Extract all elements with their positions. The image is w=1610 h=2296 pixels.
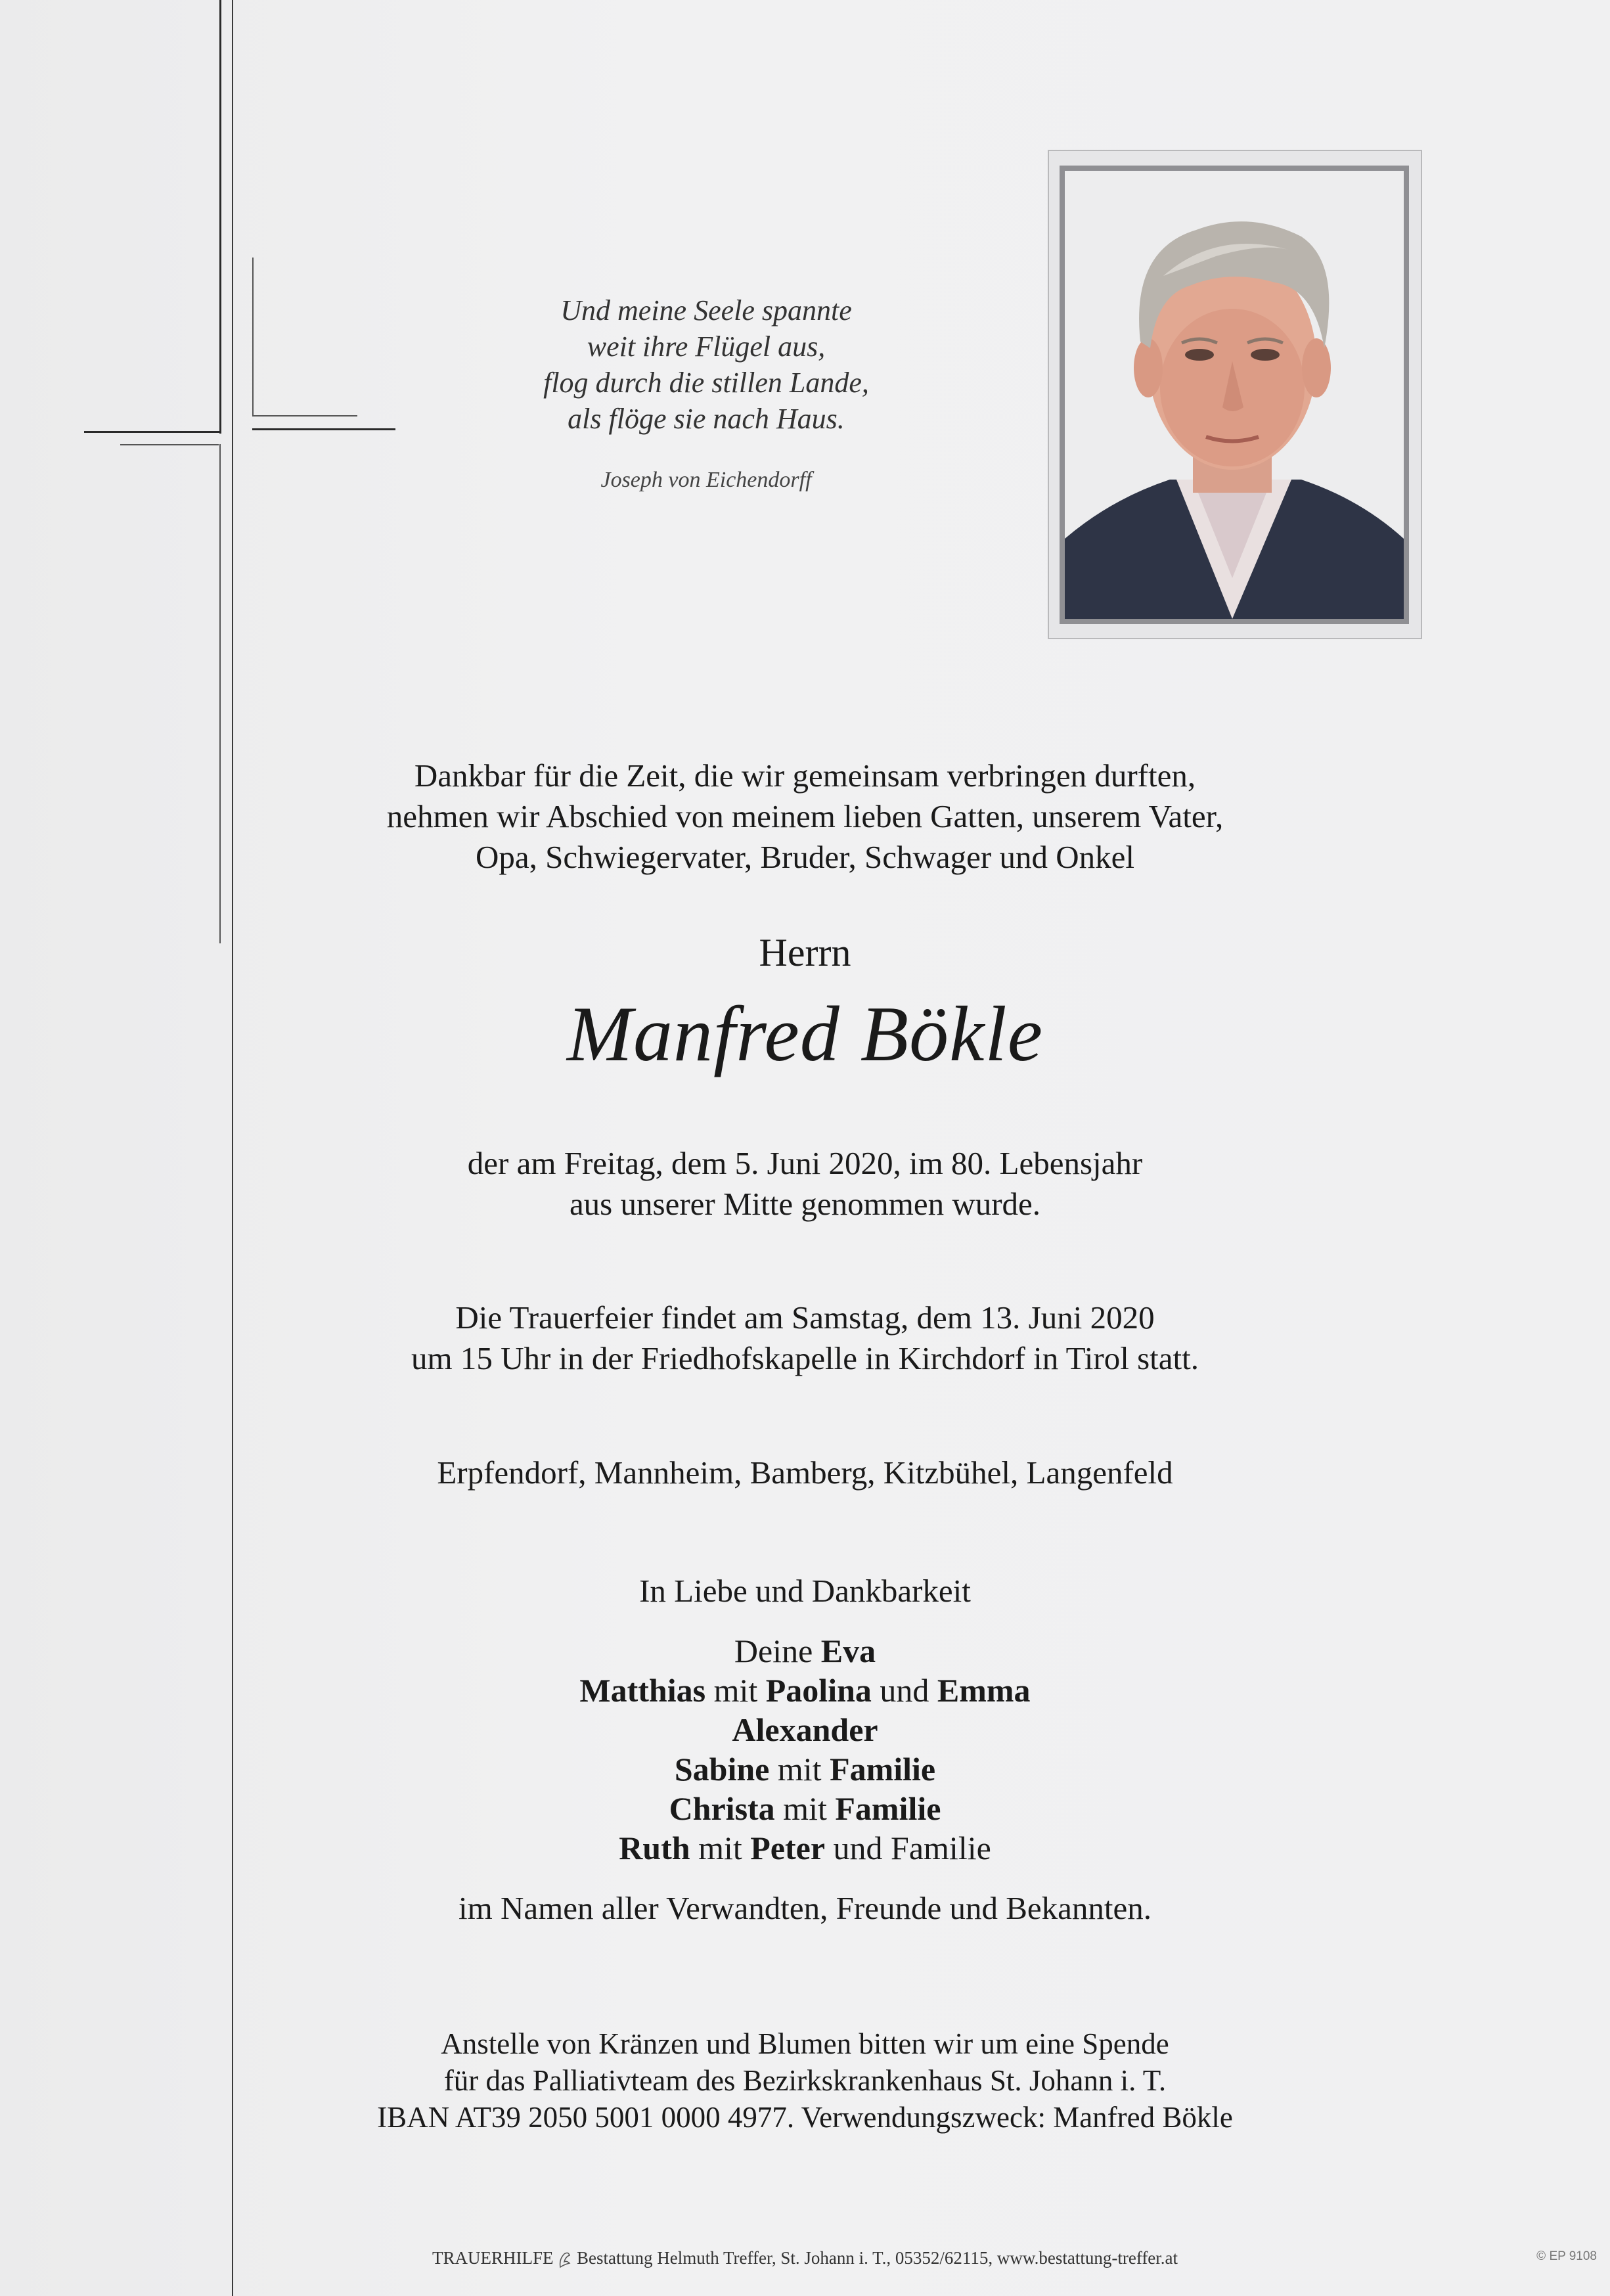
family-text: mit [690,1830,751,1866]
family-text: mit [769,1751,830,1788]
family-name: Matthias [579,1672,706,1709]
donation-line: IBAN AT39 2050 5001 0000 4977. Verwendungszweck: Manfred Bökle [377,2101,1233,2134]
family-name: Emma [937,1672,1031,1709]
deceased-name: Manfred Bökle [567,990,1043,1077]
family-text: und [871,1672,937,1709]
family-name: Eva [820,1632,876,1669]
portrait-photo [1060,166,1409,624]
poem-line: Und meine Seele spannte [560,294,852,326]
donation-note [0,2025,1610,2136]
family-text: mit [705,1672,766,1709]
family-name: Peter [750,1830,826,1866]
footer [0,2248,1610,2270]
family-line [0,1631,1610,1671]
intro-line: nehmen wir Abschied von meinem lieben Gatten, unserem Vater, [386,798,1224,834]
salutation: Herrn [759,931,851,974]
funeral-line: um 15 Uhr in der Friedhofskapelle in Kirchdorf in Tirol statt. [411,1340,1199,1376]
family-text: und Familie [825,1830,991,1866]
funeral-info [0,1297,1610,1379]
love-line: In Liebe und Dankbarkeit [639,1573,971,1609]
poem-author: Joseph von Eichendorff [600,468,812,492]
poem-line: flog durch die stillen Lande, [543,367,869,399]
family-line [0,1749,1610,1789]
family-name: Paolina [765,1672,872,1709]
footer-info: Bestattung Helmuth Treffer, St. Johann i. T., 05352/62115, www.bestattung-treffer.at [576,2248,1178,2268]
print-code: © EP 9108 [1536,2249,1597,2263]
family-text: mit [774,1790,836,1827]
death-notice [0,1143,1610,1225]
donation-line: für das Palliativteam des Bezirkskrankenhaus St. Johann i. T. [443,2064,1167,2097]
family-name: Alexander [732,1711,878,1748]
dove-icon [558,2250,572,2270]
closing-line: im Namen aller Verwandten, Freunde und Bekannten. [458,1890,1152,1926]
death-line: aus unserer Mitte genommen wurde. [569,1186,1041,1222]
family-line [0,1789,1610,1828]
family-line [0,1710,1610,1749]
intro-line: Dankbar für die Zeit, die wir gemeinsam verbringen durften, [414,757,1196,794]
family-name: Christa [669,1790,775,1827]
donation-line: Anstelle von Kränzen und Blumen bitten wir um eine Spende [441,2027,1169,2060]
family-name: Sabine [674,1751,770,1788]
places-line: Erpfendorf, Mannheim, Bamberg, Kitzbühel, Langenfeld [437,1454,1173,1491]
funeral-line: Die Trauerfeier findet am Samstag, dem 13. Juni 2020 [455,1299,1155,1336]
family-line [0,1671,1610,1710]
family-line [0,1828,1610,1868]
family-list [0,1631,1610,1868]
intro-line: Opa, Schwiegervater, Bruder, Schwager und Onkel [476,839,1134,875]
family-text: Deine [734,1632,821,1669]
family-name: Familie [830,1751,936,1788]
poem-line: als flöge sie nach Haus. [568,403,845,435]
poem [434,292,979,437]
intro-text [0,755,1610,878]
death-line: der am Freitag, dem 5. Juni 2020, im 80. Lebensjahr [467,1145,1143,1181]
family-name: Ruth [619,1830,690,1866]
footer-brand: TRAUERHILFE [432,2248,554,2268]
portrait-frame [1048,150,1422,639]
poem-line: weit ihre Flügel aus, [587,330,826,363]
family-name: Familie [835,1790,941,1827]
